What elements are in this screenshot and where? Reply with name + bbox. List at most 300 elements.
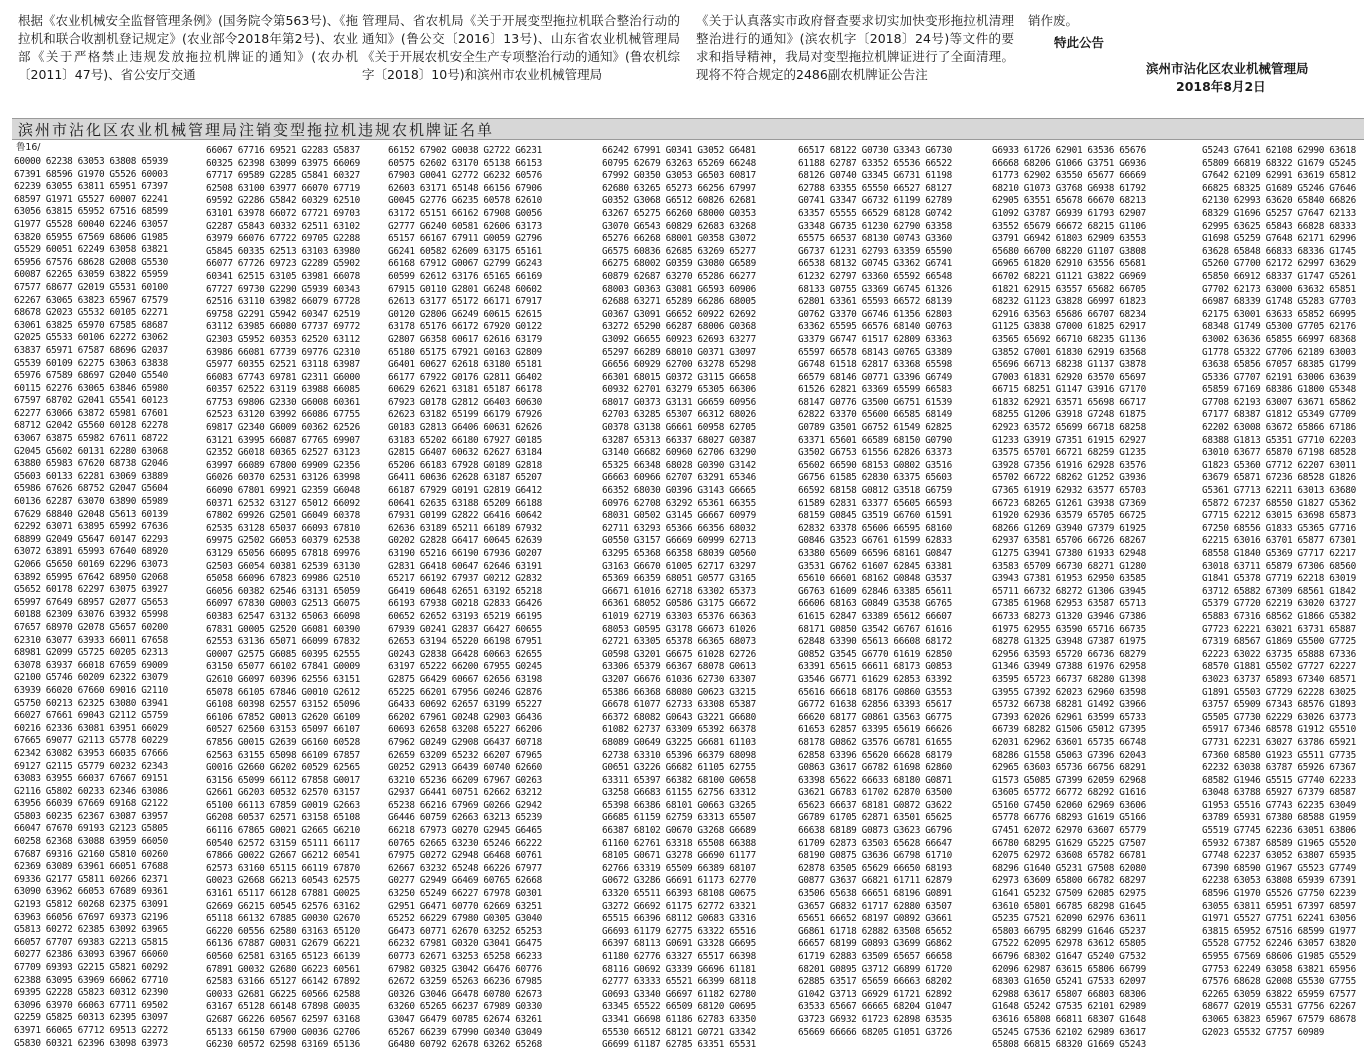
plate-number: 62660: [515, 762, 542, 774]
plate-number: G3328: [697, 938, 725, 950]
plate-row: [1202, 787, 1362, 800]
plate-number: 66047: [14, 823, 41, 835]
plate-number: G0059: [483, 233, 511, 245]
plate-number: 61173: [697, 875, 725, 887]
plate-number: 62655: [515, 648, 542, 660]
plate-row: [1202, 598, 1362, 611]
plate-number: 66666: [829, 1026, 857, 1038]
plate-number: 62613: [388, 296, 415, 308]
plate-number: G6417: [451, 535, 479, 547]
plate-number: G6202: [269, 762, 297, 774]
plate-number: G6213: [269, 875, 297, 887]
plate-number: G5813: [14, 924, 41, 936]
plate-number: 62916: [992, 308, 1019, 320]
plate-row: [388, 812, 548, 825]
plate-number: G3542: [861, 623, 889, 635]
plate-row: [388, 712, 548, 725]
plate-number: 67620: [77, 458, 105, 470]
plate-number: 62961: [1055, 711, 1083, 723]
plate-number: 62130: [1202, 195, 1229, 207]
plate-number: 67717: [206, 170, 233, 182]
plate-number: 68899: [14, 533, 41, 545]
plate-row: [992, 573, 1152, 586]
plate-row: [14, 169, 174, 182]
plate-row: [206, 409, 366, 422]
plate-number: 65127: [269, 976, 297, 988]
plate-number: G0695: [729, 1001, 756, 1013]
plate-number: 69043: [77, 710, 105, 722]
plate-number: 67336: [1329, 648, 1356, 660]
plate-number: G0270: [451, 825, 479, 837]
plate-number: G6589: [729, 258, 756, 270]
plate-number: G1275: [992, 548, 1019, 559]
plate-number: 63194: [419, 636, 447, 648]
plate-number: G1640: [1023, 862, 1051, 874]
plate-number: 68279: [1119, 648, 1146, 660]
plate-number: G1506: [1055, 724, 1083, 736]
plate-number: G6665: [729, 485, 756, 497]
plate-number: 62532: [237, 497, 265, 509]
plate-number: 68337: [1265, 270, 1293, 282]
plate-number: 66736: [1087, 648, 1115, 660]
plate-number: 68105: [602, 850, 629, 862]
plate-number: G2807: [388, 333, 415, 345]
plate-row: [992, 359, 1152, 372]
plate-number: 62780: [729, 988, 756, 1000]
plate-number: 63385: [893, 585, 921, 597]
plate-number: 63212: [515, 787, 542, 799]
plate-prefix: 鲁16/: [16, 142, 41, 153]
plate-number: 63552: [992, 220, 1019, 232]
plate-number: G6109: [333, 711, 360, 723]
plate-number: G7369: [1119, 497, 1146, 509]
plate-number: G7000: [1055, 321, 1083, 333]
plate-row: [798, 787, 958, 800]
plate-number: 63053: [1233, 875, 1261, 887]
plate-number: 62817: [861, 359, 889, 371]
plate-number: 67967: [483, 774, 511, 786]
plate-number: 63987: [333, 359, 360, 371]
plate-number: 63603: [1023, 762, 1051, 774]
plate-number: 61198: [925, 170, 952, 182]
plate-number: G0853: [925, 661, 952, 673]
plate-number: 60292: [141, 962, 168, 973]
plate-number: 67585: [109, 319, 137, 331]
plate-row: [602, 624, 762, 637]
plate-number: 68306: [1119, 988, 1146, 1000]
plate-number: G3500: [861, 396, 889, 408]
plate-number: 68158: [829, 485, 857, 497]
plate-number: G6232: [483, 170, 511, 182]
plate-row: [992, 535, 1152, 548]
plate-number: 63363: [925, 333, 952, 345]
plate-number: 65175: [419, 346, 447, 358]
plate-number: G3115: [697, 371, 725, 383]
plate-number: G6000: [333, 371, 360, 383]
plate-number: 66053: [77, 886, 105, 898]
plate-number: 65779: [1119, 825, 1146, 837]
plate-row: [388, 334, 548, 347]
plate-number: G7535: [1055, 1001, 1083, 1013]
plate-number: G1959: [1329, 812, 1356, 824]
plate-number: 60540: [206, 837, 233, 849]
plate-number: 65732: [992, 699, 1019, 711]
plate-number: 66738: [1023, 699, 1051, 711]
plate-number: G6480: [388, 1039, 415, 1051]
plate-number: G6832: [829, 900, 857, 912]
plate-number: 68599: [1297, 925, 1325, 937]
plate-number: 62646: [483, 560, 511, 572]
plate-number: 63536: [1087, 145, 1115, 156]
plate-row: [1202, 460, 1362, 473]
plate-number: 63016: [1233, 535, 1261, 547]
plate-number: G1647: [1055, 951, 1083, 962]
plate-number: 66730: [1055, 560, 1083, 572]
plate-number: G0245: [515, 661, 542, 673]
plate-row: [1202, 573, 1362, 586]
plate-number: 69393: [45, 962, 73, 973]
plate-row: [798, 309, 958, 322]
plate-number: 66522: [925, 157, 952, 169]
plate-number: G5526: [109, 168, 137, 180]
plate-number: 63361: [829, 296, 857, 308]
plate-number: 63570: [1087, 371, 1115, 383]
plate-number: 62060: [1055, 799, 1083, 811]
plate-row: [602, 964, 762, 977]
plate-number: 68561: [1297, 585, 1325, 597]
plate-number: 67938: [419, 598, 447, 610]
plate-number: G1971: [45, 193, 73, 205]
plate-number: 62108: [1265, 145, 1293, 156]
plate-number: 68599: [141, 206, 168, 218]
plate-number: G3278: [665, 850, 693, 862]
plate-number: G0789: [798, 422, 825, 434]
plate-number: 67978: [483, 888, 511, 900]
plate-number: 62670: [451, 925, 479, 937]
plate-row: [602, 712, 762, 725]
plate-row: [388, 535, 548, 548]
plate-number: G0378: [602, 422, 629, 434]
plate-number: 65615: [829, 661, 857, 673]
plate-number: 63620: [1265, 195, 1293, 207]
plate-row: [602, 661, 762, 674]
plate-number: G5540: [141, 370, 168, 382]
plate-number: 60209: [77, 672, 105, 684]
plate-number: 62228: [1297, 686, 1325, 698]
plate-row: [798, 875, 958, 888]
plate-number: G5241: [1055, 976, 1083, 988]
plate-number: 65932: [1202, 837, 1229, 849]
plate-number: G1891: [1202, 686, 1229, 698]
plate-number: 63875: [45, 433, 73, 445]
plate-number: 65325: [602, 459, 629, 471]
plate-number: 62325: [77, 697, 105, 709]
plate-number: 63333: [633, 976, 661, 988]
plate-row: [206, 296, 366, 309]
plate-row: [206, 598, 366, 611]
plate-number: 62241: [1297, 913, 1325, 925]
plate-number: 65550: [861, 182, 889, 194]
plate-row: [388, 485, 548, 498]
plate-number: 66092: [333, 497, 360, 509]
plate-number: 61711: [893, 875, 921, 887]
plate-number: 62109: [1233, 170, 1261, 182]
plate-number: G5365: [1297, 522, 1325, 534]
plate-number: 62665: [419, 837, 447, 849]
plate-number: 62581: [237, 951, 265, 962]
plate-row: [992, 170, 1152, 183]
plate-row: [602, 724, 762, 737]
plate-number: 66096: [237, 573, 265, 585]
plate-row: [206, 535, 366, 548]
plate-number: G1646: [1087, 925, 1115, 937]
plate-number: 63956: [14, 798, 41, 810]
plate-number: G7641: [1233, 145, 1261, 156]
plate-number: 62310: [14, 634, 41, 646]
plate-number: 62960: [1087, 686, 1115, 698]
plate-number: 68752: [77, 483, 105, 495]
plate-number: G6426: [515, 598, 542, 610]
plate-number: 60581: [451, 220, 479, 232]
plate-number: G3140: [602, 447, 629, 459]
plate-number: 60785: [451, 1013, 479, 1025]
plate-number: 68100: [697, 774, 725, 786]
plate-number: G1800: [1297, 384, 1325, 396]
plate-number: G7379: [1087, 522, 1115, 534]
plate-number: 66056: [45, 911, 73, 923]
plate-number: 65598: [925, 359, 952, 371]
plate-number: 61916: [1055, 459, 1083, 471]
plate-row: [992, 309, 1152, 322]
plate-number: 65599: [893, 384, 921, 396]
plate-number: G2116: [14, 785, 41, 797]
plate-number: G3553: [925, 686, 952, 698]
plate-number: 60602: [515, 283, 542, 295]
plate-number: 66306: [729, 384, 756, 396]
plate-number: 67726: [237, 258, 265, 270]
plate-number: G1985: [141, 231, 168, 243]
plate-number: 65926: [1297, 762, 1325, 774]
plate-number: G5830: [14, 1037, 41, 1049]
plate-number: G1866: [1297, 610, 1325, 622]
plate-number: G6933: [992, 145, 1019, 156]
plate-number: 68278: [992, 636, 1019, 648]
plate-number: 62996: [1329, 233, 1356, 245]
plate-row: [602, 863, 762, 876]
plate-row: [1202, 976, 1362, 989]
plate-number: 67316: [1233, 610, 1261, 622]
plate-row: [206, 309, 366, 322]
plate-number: 69781: [269, 371, 297, 383]
plate-number: 65376: [697, 610, 725, 622]
plate-number: 68162: [861, 573, 889, 585]
plate-number: 67360: [1202, 749, 1229, 761]
plate-number: 62031: [992, 736, 1019, 748]
plate-number: 66529: [861, 207, 889, 219]
plate-number: G6075: [333, 598, 360, 610]
plate-number: G6747: [829, 333, 857, 345]
plate-number: 62790: [893, 220, 921, 232]
plate-number: G5523: [1297, 862, 1325, 874]
plate-number: G0341: [665, 145, 693, 156]
plate-number: 60923: [665, 333, 693, 345]
plate-number: 65253: [515, 925, 542, 937]
plate-number: G6248: [483, 283, 511, 295]
plate-number: 68232: [992, 296, 1019, 308]
plate-number: G0643: [665, 711, 693, 723]
plate-number: G5063: [1055, 749, 1083, 761]
plate-number: 67892: [333, 976, 360, 988]
plate-number: 62246: [109, 218, 137, 230]
plate-number: G3943: [992, 573, 1019, 585]
plate-number: G0847: [925, 548, 952, 559]
plate-number: 65609: [829, 548, 857, 559]
plate-number: G0246: [483, 686, 511, 698]
plate-number: 61825: [1087, 321, 1115, 333]
plate-number: G6783: [829, 787, 857, 799]
plate-number: G0649: [633, 736, 661, 748]
plate-row: [602, 523, 762, 536]
plate-number: 69016: [109, 684, 137, 696]
plate-row: [992, 649, 1152, 662]
plate-number: G6760: [893, 510, 921, 522]
plate-number: G5510: [1329, 724, 1356, 736]
plate-number: G3080: [697, 258, 725, 270]
plate-number: G6503: [697, 170, 725, 182]
notice-text-column-4: [1028, 12, 1358, 96]
plate-number: 61920: [992, 510, 1019, 522]
plate-number: 61599: [893, 535, 921, 547]
plate-number: 67391: [1329, 875, 1356, 887]
plate-number: 60087: [14, 269, 41, 281]
plate-number: G5529: [1329, 951, 1356, 962]
plate-number: G6240: [419, 220, 447, 232]
plate-row: [14, 534, 174, 547]
plate-number: 66578: [829, 346, 857, 358]
plate-number: G3081: [665, 283, 693, 295]
plate-number: G5369: [1265, 548, 1293, 559]
plate-number: G2023: [45, 307, 73, 319]
plate-number: G6770: [861, 648, 889, 660]
plate-number: 62520: [301, 333, 329, 345]
plate-number: 63505: [829, 862, 857, 874]
plate-number: 62803: [925, 308, 952, 320]
plate-number: 68180: [893, 774, 921, 786]
plate-number: 63362: [798, 321, 825, 333]
plate-number: G0598: [602, 648, 629, 660]
plate-number: 66363: [729, 610, 756, 622]
plate-number: 66718: [1087, 422, 1115, 434]
plate-number: G0353: [729, 207, 756, 219]
plate-number: 63049: [1329, 799, 1356, 811]
plate-number: 62962: [1023, 736, 1051, 748]
plate-number: 65850: [1202, 270, 1229, 282]
plate-number: 61702: [861, 787, 889, 799]
plate-number: 61517: [861, 333, 889, 345]
plate-number: 63259: [419, 976, 447, 988]
plate-number: 60106: [77, 332, 105, 344]
plate-row: [14, 609, 174, 622]
plate-number: 63391: [798, 661, 825, 673]
plate-number: G7743: [1265, 799, 1293, 811]
plate-number: 63892: [14, 571, 41, 583]
plate-number: 63150: [206, 661, 233, 673]
plate-number: 66039: [45, 798, 73, 810]
plate-number: 66833: [1265, 245, 1293, 257]
plate-number: 66029: [141, 722, 168, 734]
plate-row: [1202, 309, 1362, 322]
plate-row: [1202, 850, 1362, 863]
plate-number: 62267: [14, 294, 41, 306]
plate-number: 61155: [665, 787, 693, 799]
plate-number: G2832: [515, 573, 542, 585]
plate-number: G1813: [1233, 434, 1261, 446]
plate-number: 65701: [1023, 447, 1051, 459]
plate-number: G2575: [237, 648, 265, 660]
plate-number: 61976: [1087, 661, 1115, 673]
plate-number: 66396: [633, 913, 661, 925]
plate-number: 62090: [1055, 913, 1083, 925]
plate-row: [602, 674, 762, 687]
plate-number: 66119: [301, 862, 329, 874]
plate-number: G6821: [861, 875, 889, 887]
plate-number: 60541: [333, 850, 360, 862]
plate-number: 60313: [77, 1012, 105, 1024]
plate-number: 63011: [1329, 459, 1356, 471]
plate-row: [1202, 951, 1362, 964]
plate-number: 63095: [45, 974, 73, 986]
plate-number: 66388: [729, 837, 756, 849]
plate-number: 62267: [1329, 1001, 1356, 1013]
plate-number: 67657: [14, 621, 41, 633]
plate-row: [206, 183, 366, 196]
plate-number: 62832: [798, 522, 825, 534]
plate-number: G5843: [237, 220, 265, 232]
plate-number: 66035: [109, 747, 137, 759]
plate-number: 62241: [141, 193, 168, 205]
plate-number: 63973: [141, 1037, 168, 1049]
plate-number: 69776: [301, 346, 329, 358]
plate-row: [798, 888, 958, 901]
plate-number: 63358: [925, 220, 952, 232]
plate-number: 63509: [861, 951, 889, 962]
plate-number: 60325: [206, 157, 233, 169]
plate-number: 66756: [1087, 762, 1115, 774]
plate-row: [992, 472, 1152, 485]
plate-number: G2680: [269, 963, 297, 975]
plate-number: 63581: [1023, 535, 1051, 547]
plate-row: [388, 913, 548, 926]
plate-row: [1202, 825, 1362, 838]
plate-number: 60365: [269, 447, 297, 459]
plate-row: [206, 359, 366, 372]
plate-number: G3379: [798, 333, 825, 345]
plate-number: 62246: [1265, 938, 1293, 950]
plate-number: G7752: [1233, 938, 1261, 950]
plate-number: G1066: [1055, 157, 1083, 169]
plate-number: 62928: [1087, 459, 1115, 471]
plate-number: 65511: [633, 888, 661, 900]
plate-number: 66995: [1329, 308, 1356, 320]
plate-number: 68550: [1265, 497, 1293, 509]
plate-number: G7757: [1265, 1026, 1293, 1038]
plate-row: [798, 170, 958, 183]
plate-number: 62193: [1233, 396, 1261, 408]
plate-number: 66077: [206, 258, 233, 270]
plate-number: 68193: [925, 862, 952, 874]
plate-number: G3342: [729, 1026, 756, 1038]
plate-number: 65305: [697, 384, 725, 396]
